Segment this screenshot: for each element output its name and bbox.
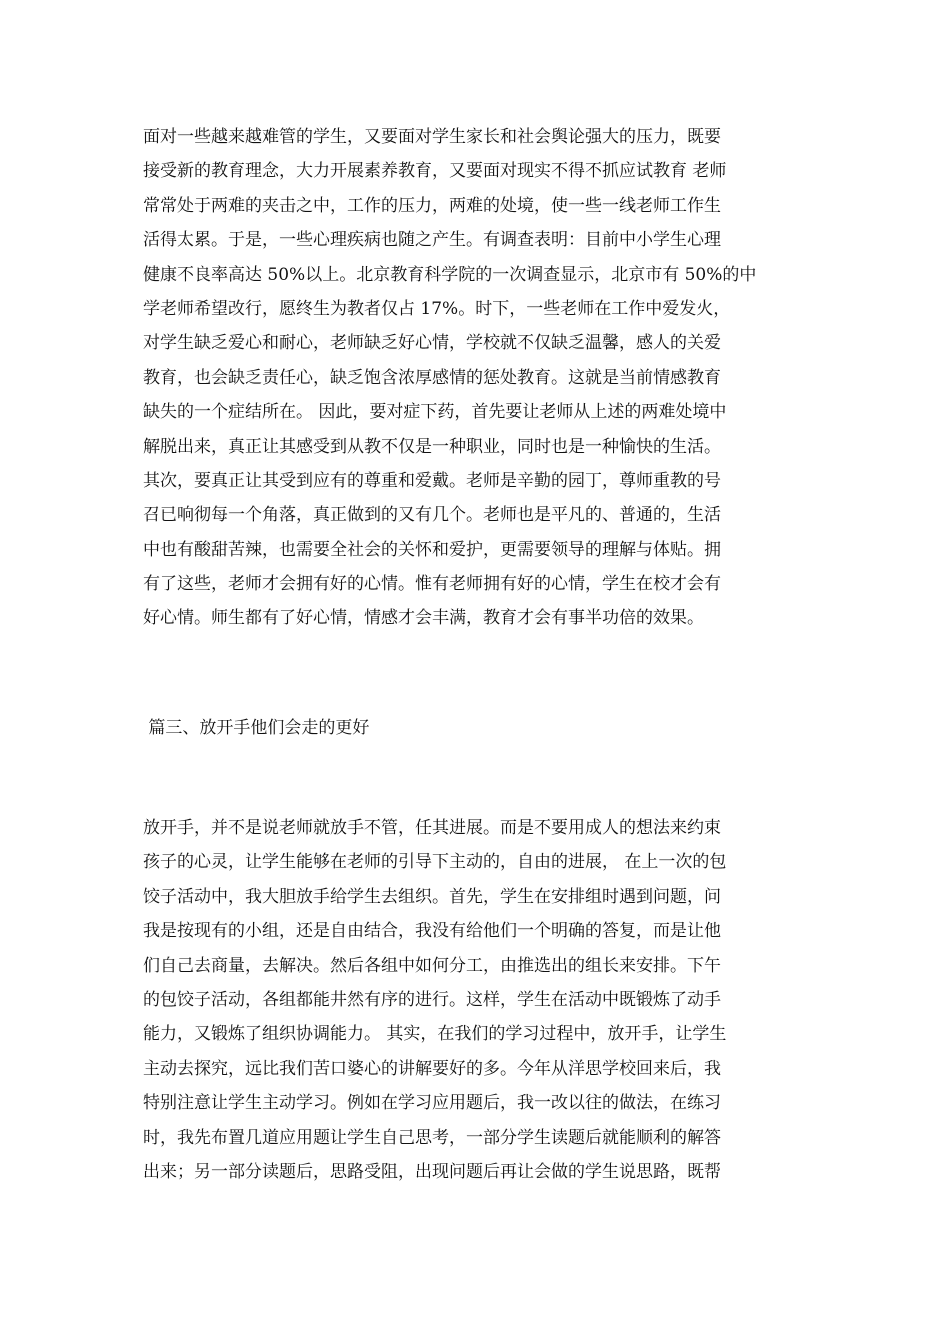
text-line: 主动去探究，远比我们苦口婆心的讲解要好的多。今年从洋思学校回来后，我 (143, 1058, 721, 1079)
text-line: 解脱出来，真正让其感受到从教不仅是一种职业，同时也是一种愉快的生活。 (143, 436, 721, 457)
text-line: 出来；另一部分读题后，思路受阻，出现问题后再让会做的学生说思路，既帮 (143, 1161, 721, 1182)
text-line: 接受新的教育理念，大力开展素养教育，又要面对现实不得不抓应试教育 老师 (143, 161, 727, 182)
text-line: 放开手，并不是说老师就放手不管，任其进展。而是不要用成人的想法来约束 (143, 818, 721, 838)
text-line: 对学生缺乏爱心和耐心，老师缺乏好心情，学校就不仅缺乏温馨，感人的关爱 (143, 333, 721, 354)
text-line: 时，我先布置几道应用题让学生自己思考，一部分学生读题后就能顺利的解答 (143, 1127, 721, 1148)
text-line: 有了这些，老师才会拥有好的心情。惟有老师拥有好的心情，学生在校才会有 (143, 574, 721, 595)
text-line: 缺失的一个症结所在。 因此，要对症下药，首先要让老师从上述的两难处境中 (143, 402, 727, 423)
text-line: 其次，要真正让其受到应有的尊重和爱戴。老师是辛勤的园丁，尊师重教的号 (143, 470, 721, 491)
text-line: 活得太累。于是，一些心理疾病也随之产生。有调查表明：目前中小学生心理 (143, 230, 721, 251)
text-line: 特别注意让学生主动学习。例如在学习应用题后，我一改以往的做法，在练习 (143, 1093, 721, 1114)
section-heading: 篇三、放开手他们会走的更好 (143, 718, 370, 738)
text-line: 能力，又锻炼了组织协调能力。 其实，在我们的学习过程中，放开手，让学生 (143, 1024, 727, 1045)
text-line: 好心情。师生都有了好心情，情感才会丰满，教育才会有事半功倍的效果。 (143, 608, 704, 629)
text-line: 召已响彻每一个角落，真正做到的又有几个。老师也是平凡的、普通的，生活 (143, 505, 721, 526)
text-line: 常常处于两难的夹击之中，工作的压力，两难的处境，使一些一线老师工作生 (143, 195, 721, 216)
text-line: 孩子的心灵，让学生能够在老师的引导下主动的，自由的进展， 在上一次的包 (143, 852, 727, 873)
text-line: 教育，也会缺乏责任心，缺乏饱含浓厚感情的惩处教育。这就是当前情感教育 (143, 367, 721, 388)
text-line: 饺子活动中，我大胆放手给学生去组织。首先，学生在安排组时遇到问题，问 (143, 886, 721, 907)
text-line: 健康不良率高达 50%以上。北京教育科学院的一次调查显示，北京市有 50%的中 (143, 264, 757, 285)
paragraph-1 (143, 120, 823, 636)
paragraph-2 (143, 811, 823, 1189)
text-line: 中也有酸甜苦辣，也需要全社会的关怀和爱护，更需要领导的理解与体贴。拥 (143, 539, 721, 560)
text-line: 面对一些越来越难管的学生，又要面对学生家长和社会舆论强大的压力，既要 (143, 127, 721, 147)
text-line: 学老师希望改行，愿终生为教者仅占 17%。时下，一些老师在工作中爱发火， (143, 298, 731, 319)
text-line: 的包饺子活动，各组都能井然有序的进行。这样，学生在活动中既锻炼了动手 (143, 989, 721, 1010)
text-line: 们自己去商量，去解决。然后各组中如何分工，由推选出的组长来安排。下午 (143, 955, 721, 976)
text-line: 我是按现有的小组，还是自由结合，我没有给他们一个明确的答复，而是让他 (143, 921, 721, 942)
